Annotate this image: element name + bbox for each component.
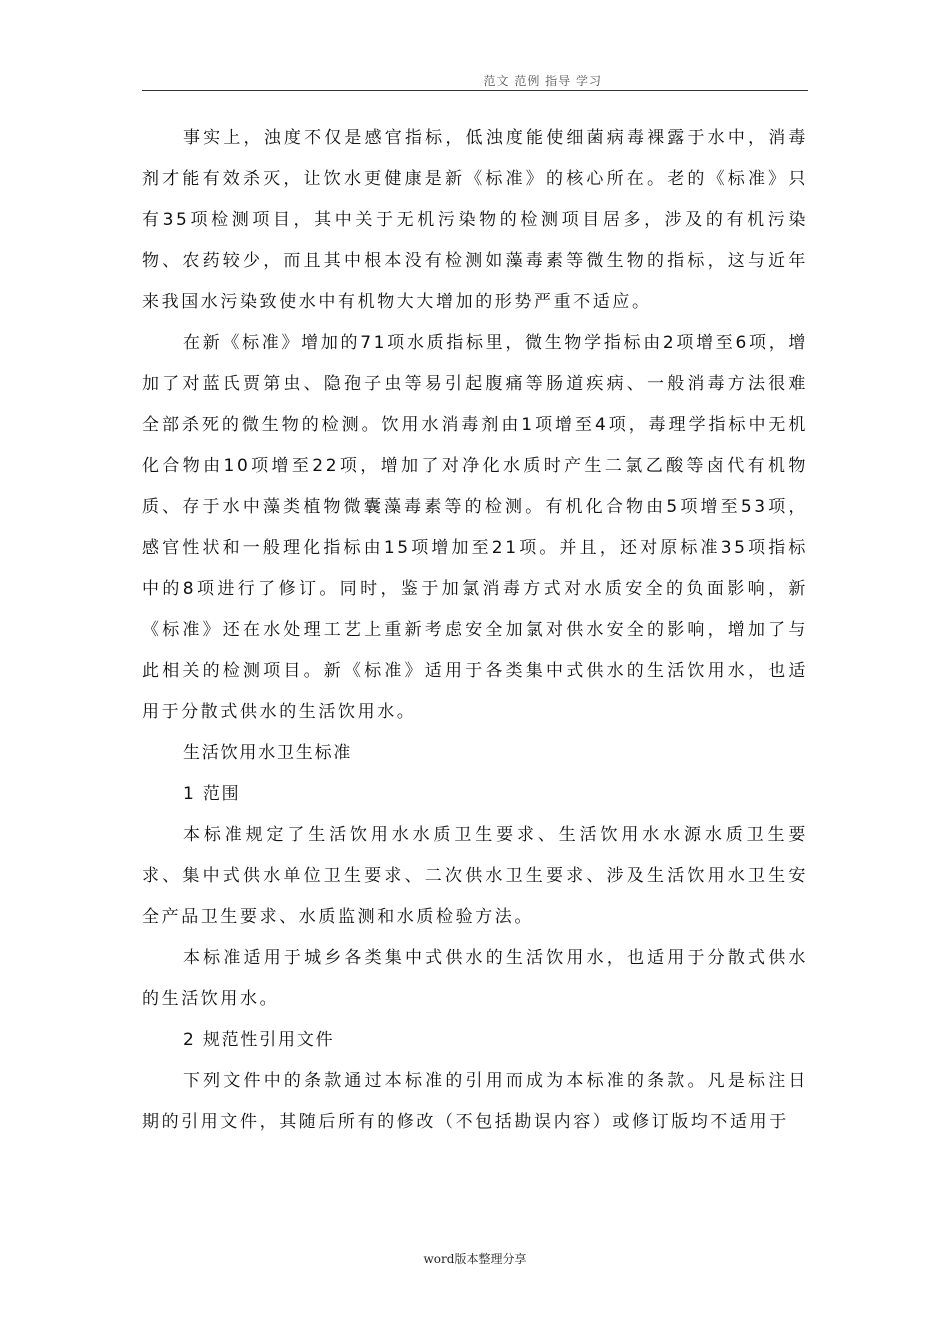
section-heading-references: 2 规范性引用文件 xyxy=(183,1030,335,1050)
page-header xyxy=(142,64,808,91)
paragraph-new-indicators: 在新《标准》增加的71项水质指标里，微生物学指标由2项增至6项，增加了对蓝氏贾第虫、隐孢子虫等易引起腹痛等肠道疾病、一般消毒方法很难全部杀死的微生物的检测。饮用水消毒剂由1项增至4项，毒理学指标中无机化合物由10项增至22项，增加了对净化水质时产生二氯乙酸等卤代有机物质、存于水中藻类植物微囊藻毒素等的检测。有机化合物由5项增至53项，感官性状和一般理化指标由15项增加至21项。并且，还对原标准35项指标中的8项进行了修订。同时，鉴于加氯消毒方式对水质安全的负面影响，新《标准》还在水处理工艺上重新考虑安全加氯对供水安全的影响，增加了与此相关的检测项目。新《标准》适用于各类集中式供水的生活饮用水，也适用于分散式供水的生活饮用水。 xyxy=(142,333,808,722)
page-footer: word版本整理分享 xyxy=(423,1252,527,1266)
header-text: 范文 范例 指导 学习 xyxy=(483,74,602,88)
paragraph-turbidity: 事实上，浊度不仅是感官指标，低浊度能使细菌病毒裸露于水中，消毒剂才能有效杀灭，让饮水更健康是新《标准》的核心所在。老的《标准》只有35项检测项目，其中关于无机污染物的检测项目居多，涉及的有机污染物、农药较少，而且其中根本没有检测如藻毒素等微生物的指标，这与近年来我国水污染致使水中有机物大大增加的形势严重不适应。 xyxy=(142,128,808,312)
section-heading-scope: 1 范围 xyxy=(183,784,241,804)
paragraph-references: 下列文件中的条款通过本标准的引用而成为本标准的条款。凡是标注日期的引用文件，其随后所有的修改（不包括勘误内容）或修订版均不适用于 xyxy=(142,1071,808,1132)
paragraph-scope-requirements: 本标准规定了生活饮用水水质卫生要求、生活饮用水水源水质卫生要求、集中式供水单位卫生要求、二次供水卫生要求、涉及生活饮用水卫生安全产品卫生要求、水质监测和水质检验方法。 xyxy=(142,825,808,927)
section-title: 生活饮用水卫生标准 xyxy=(183,743,353,763)
document-body xyxy=(142,118,808,1143)
paragraph-scope-applicability: 本标准适用于城乡各类集中式供水的生活饮用水，也适用于分散式供水的生活饮用水。 xyxy=(142,948,808,1009)
